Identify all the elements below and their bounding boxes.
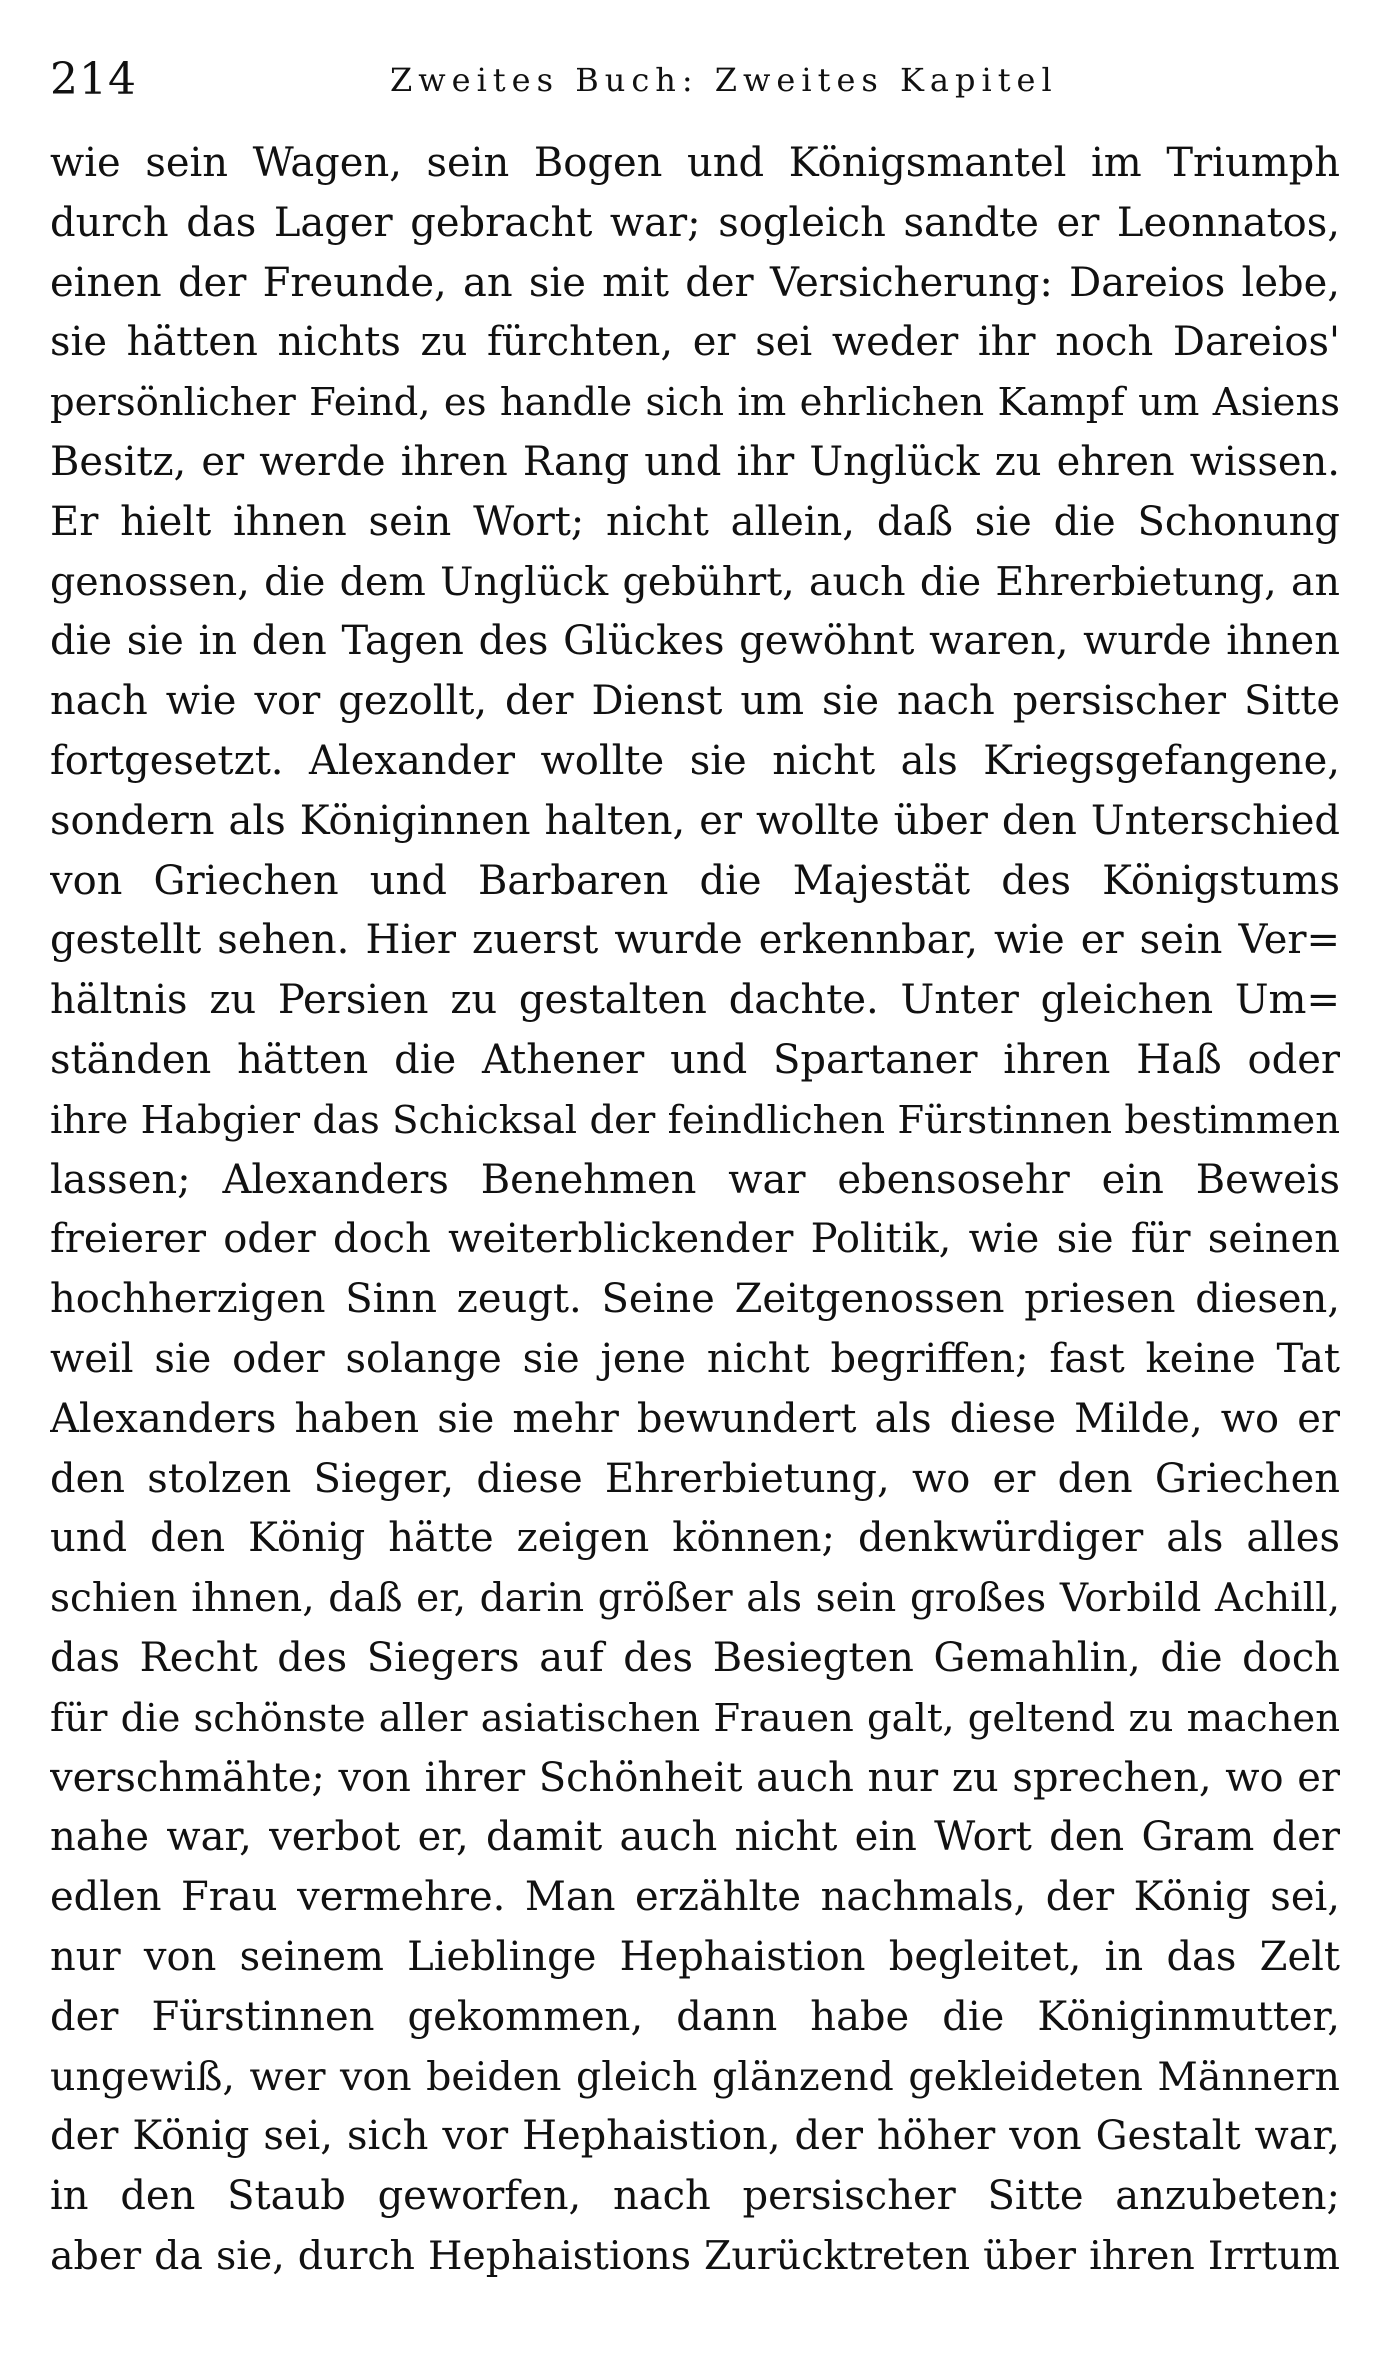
text-line: Er hielt ihnen sein Wort; nicht allein, daß sie die Schonung	[50, 498, 1340, 545]
text-line: Alexanders haben sie mehr bewundert als diese Milde, wo er	[50, 1395, 1340, 1442]
text-line: von Griechen und Barbaren die Majestät des Königstums	[50, 857, 1340, 904]
text-line: wie sein Wagen, sein Bogen und Königsmantel im Triumph	[50, 140, 1340, 186]
text-line: durch das Lager gebracht war; sogleich sandte er Leonnatos,	[50, 199, 1340, 246]
text-line: nahe war, verbot er, damit auch nicht ein Wort den Gram der	[50, 1814, 1340, 1861]
text-line: persönlicher Feind, es handle sich im ehrlichen Kampf um Asiens	[50, 380, 1340, 426]
text-line: aber da sie, durch Hephaistions Zurücktreten über ihren Irrtum	[50, 2232, 1340, 2279]
text-line: einen der Freunde, an sie mit der Versicherung: Dareios lebe,	[50, 259, 1340, 306]
text-line: schien ihnen, daß er, darin größer als sein großes Vorbild Achill,	[50, 1576, 1340, 1622]
text-line: der König sei, sich vor Hephaistion, der höher von Gestalt war,	[50, 2113, 1340, 2160]
text-line: ständen hätten die Athener und Spartaner ihren Haß oder	[50, 1036, 1340, 1083]
text-line: gestellt sehen. Hier zuerst wurde erkennbar, wie er sein Ver=	[50, 917, 1340, 964]
text-line: sie hätten nichts zu fürchten, er sei weder ihr noch Dareios'	[50, 319, 1340, 366]
text-line: hochherzigen Sinn zeugt. Seine Zeitgenossen priesen diesen,	[50, 1276, 1340, 1323]
text-line: für die schönste aller asiatischen Frauen galt, geltend zu machen	[50, 1695, 1340, 1741]
text-line: verschmähte; von ihrer Schönheit auch nur zu sprechen, wo er	[50, 1754, 1340, 1801]
text-line: weil sie oder solange sie jene nicht begriffen; fast keine Tat	[50, 1335, 1340, 1382]
text-line: nur von seinem Lieblinge Hephaistion begleitet, in das Zelt	[50, 1933, 1340, 1980]
text-line: genossen, die dem Unglück gebührt, auch die Ehrerbietung, an	[50, 558, 1340, 605]
text-line: lassen; Alexanders Benehmen war ebensosehr ein Beweis	[50, 1156, 1340, 1203]
text-line: sondern als Königinnen halten, er wollte über den Unterschied	[50, 797, 1340, 844]
text-line: den stolzen Sieger, diese Ehrerbietung, wo er den Griechen	[50, 1455, 1340, 1502]
text-line: hältnis zu Persien zu gestalten dachte. Unter gleichen Um=	[50, 977, 1340, 1024]
page-header	[50, 50, 1340, 110]
text-line: die sie in den Tagen des Glückes gewöhnt waren, wurde ihnen	[50, 618, 1340, 665]
text-line: fortgesetzt. Alexander wollte sie nicht als Kriegsgefangene,	[50, 737, 1340, 784]
text-line: freierer oder doch weiterblickender Politik, wie sie für seinen	[50, 1216, 1340, 1263]
text-line: Besitz, er werde ihren Rang und ihr Unglück zu ehren wissen.	[50, 438, 1340, 485]
page-number: 214	[50, 54, 137, 105]
text-line: ungewiß, wer von beiden gleich glänzend gekleideten Männern	[50, 2053, 1340, 2100]
body-text	[50, 134, 1340, 2287]
text-line: der Fürstinnen gekommen, dann habe die Königinmutter,	[50, 1993, 1340, 2040]
running-head: Zweites Buch: Zweites Kapitel	[390, 61, 1058, 99]
text-line: ihre Habgier das Schicksal der feindlichen Fürstinnen bestimmen	[50, 1097, 1340, 1143]
text-line: edlen Frau vermehre. Man erzählte nachmals, der König sei,	[50, 1874, 1340, 1921]
text-line: und den König hätte zeigen können; denkwürdiger als alles	[50, 1515, 1340, 1562]
text-line: das Recht des Siegers auf des Besiegten Gemahlin, die doch	[50, 1634, 1340, 1681]
text-line: nach wie vor gezollt, der Dienst um sie nach persischer Sitte	[50, 678, 1340, 725]
text-line: in den Staub geworfen, nach persischer Sitte anzubeten;	[50, 2173, 1340, 2220]
